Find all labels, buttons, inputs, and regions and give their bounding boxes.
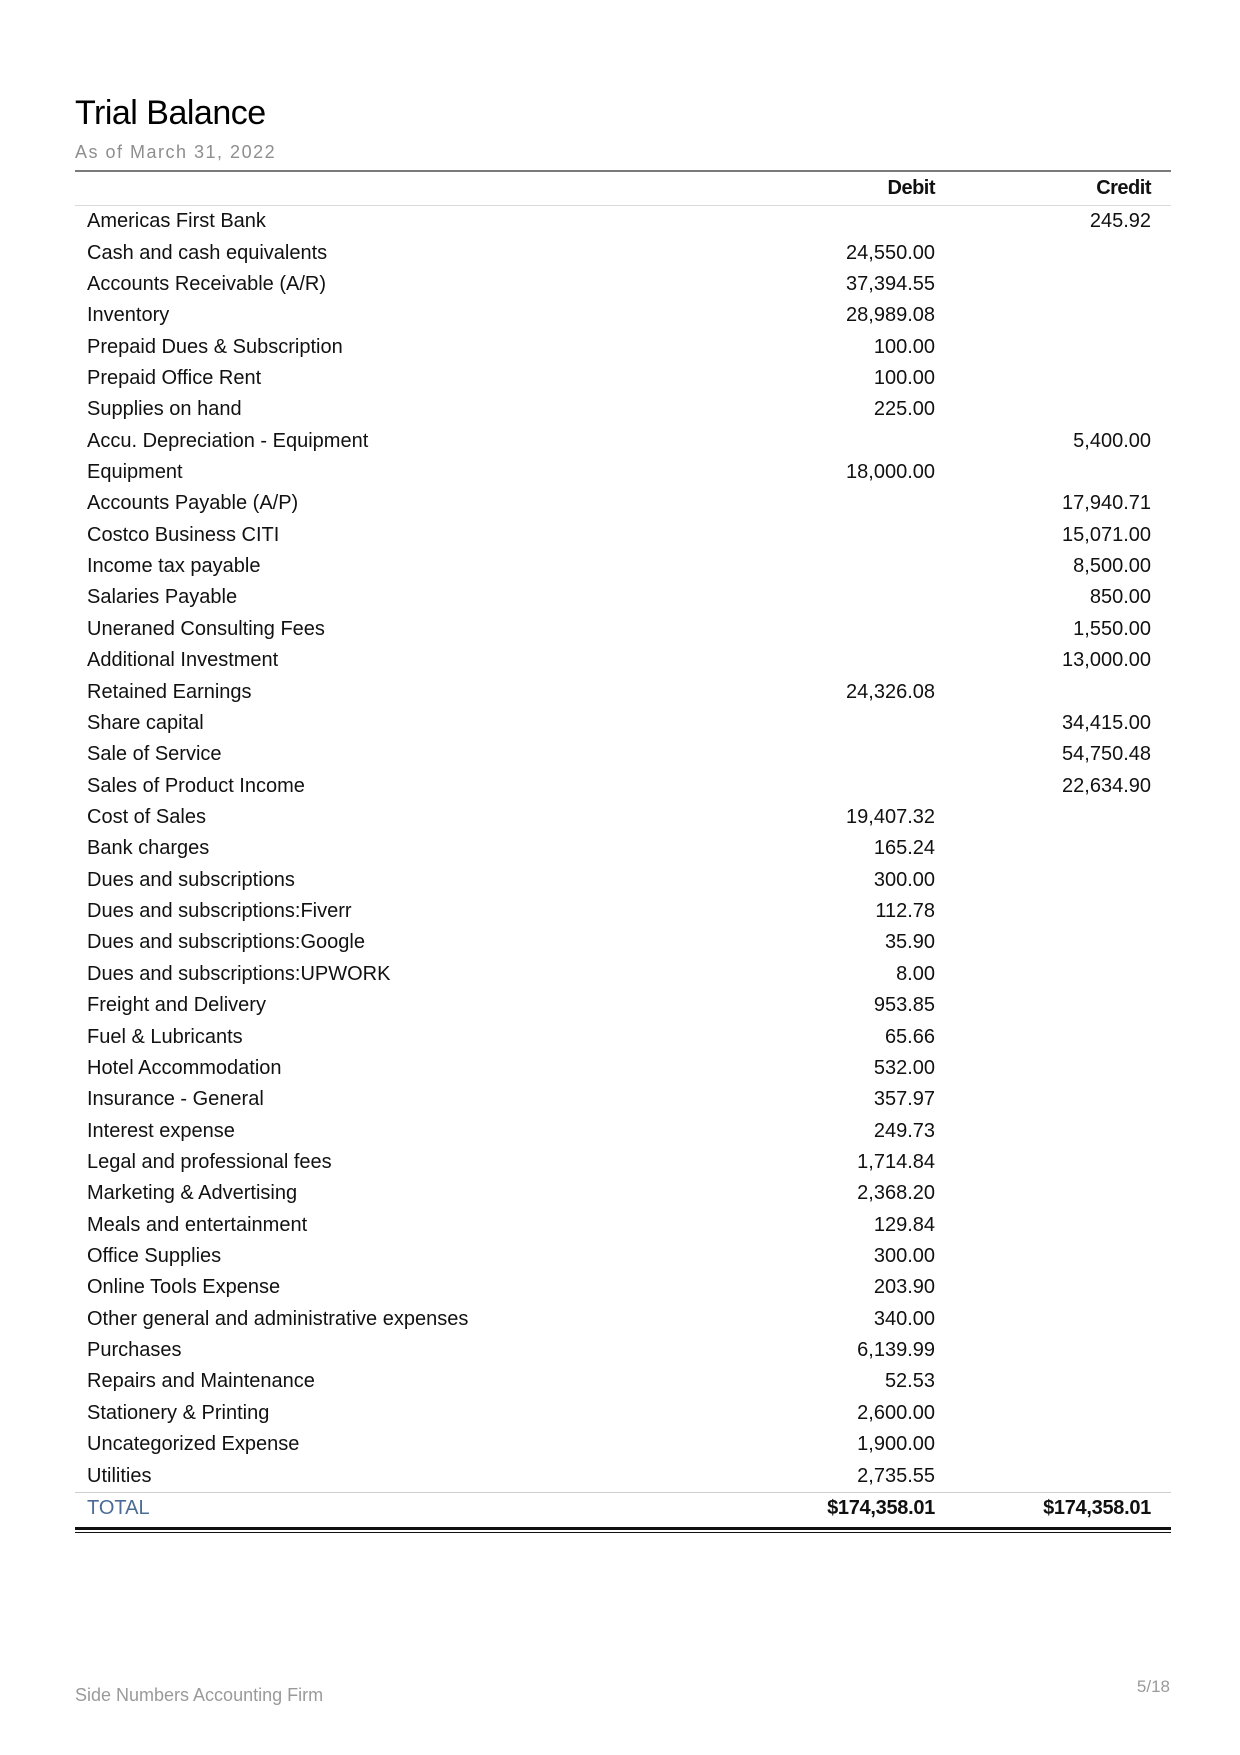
double-underline — [75, 1527, 1171, 1533]
report-date: As of March 31, 2022 — [75, 142, 277, 162]
trial-balance-table — [75, 170, 1171, 1533]
table-row — [75, 1304, 1171, 1335]
total-label: TOTAL — [87, 1497, 150, 1520]
account-name: Insurance - General — [87, 1088, 264, 1111]
credit-amount: 22,634.90 — [1062, 774, 1151, 797]
account-name: Purchases — [87, 1339, 182, 1362]
table-row — [75, 645, 1171, 676]
debit-amount: 2,368.20 — [857, 1182, 935, 1205]
table-row — [75, 1366, 1171, 1397]
account-name: Bank charges — [87, 837, 210, 860]
account-name: Dues and subscriptions:Fiverr — [87, 900, 352, 923]
table-row — [75, 457, 1171, 488]
debit-amount: 6,139.99 — [857, 1339, 935, 1362]
account-name: Accounts Receivable (A/R) — [87, 272, 326, 295]
account-name: Hotel Accommodation — [87, 1056, 282, 1079]
debit-amount: 1,714.84 — [857, 1150, 935, 1173]
account-name: Utilities — [87, 1464, 152, 1487]
account-name: Share capital — [87, 711, 204, 734]
table-row — [75, 363, 1171, 394]
credit-amount: 5,400.00 — [1073, 429, 1151, 452]
debit-amount: 28,989.08 — [846, 304, 935, 327]
debit-amount: 18,000.00 — [846, 461, 935, 484]
table-row — [75, 582, 1171, 613]
account-name: Legal and professional fees — [87, 1150, 332, 1173]
credit-amount: 13,000.00 — [1062, 649, 1151, 672]
account-name: Supplies on hand — [87, 398, 242, 421]
debit-amount: 37,394.55 — [846, 272, 935, 295]
page-number: 5/18 — [1136, 1677, 1170, 1696]
table-row — [75, 1335, 1171, 1366]
account-name: Office Supplies — [87, 1245, 222, 1268]
debit-amount: 300.00 — [873, 1245, 935, 1268]
account-name: Dues and subscriptions:Google — [87, 931, 365, 954]
debit-amount: 52.53 — [884, 1370, 935, 1393]
account-name: Cash and cash equivalents — [87, 241, 328, 264]
table-row — [75, 614, 1171, 645]
credit-amount: 17,940.71 — [1062, 492, 1151, 515]
debit-amount: 24,326.08 — [846, 680, 935, 703]
table-row — [75, 833, 1171, 864]
account-name: Accounts Payable (A/P) — [87, 492, 299, 515]
table-row — [75, 1084, 1171, 1115]
account-name: Other general and administrative expenses — [87, 1307, 469, 1330]
account-name: Meals and entertainment — [87, 1213, 308, 1236]
table-row — [75, 802, 1171, 833]
total-debit: $174,358.01 — [827, 1497, 935, 1520]
debit-amount: 953.85 — [873, 994, 935, 1017]
account-name: Marketing & Advertising — [87, 1182, 298, 1205]
debit-amount: 100.00 — [873, 335, 935, 358]
debit-amount: 532.00 — [873, 1056, 935, 1079]
debit-amount: 249.73 — [873, 1119, 935, 1142]
table-row — [75, 1460, 1171, 1491]
table-row — [75, 770, 1171, 801]
account-name: Uncategorized Expense — [87, 1433, 300, 1456]
debit-amount: 35.90 — [884, 931, 935, 954]
account-name: Online Tools Expense — [87, 1276, 281, 1299]
table-row — [75, 959, 1171, 990]
account-name: Equipment — [87, 461, 183, 484]
table-row — [75, 551, 1171, 582]
account-name: Salaries Payable — [87, 586, 238, 609]
account-name: Prepaid Office Rent — [87, 366, 262, 389]
table-row — [75, 865, 1171, 896]
credit-amount: 54,750.48 — [1062, 743, 1151, 766]
table-row — [75, 990, 1171, 1021]
table-row — [75, 1210, 1171, 1241]
debit-amount: 2,735.55 — [857, 1464, 935, 1487]
table-row — [75, 488, 1171, 519]
table-row — [75, 426, 1171, 457]
footer-firm-name: Side Numbers Accounting Firm — [75, 1685, 324, 1705]
debit-amount: 24,550.00 — [846, 241, 935, 264]
account-name: Freight and Delivery — [87, 994, 266, 1017]
credit-amount: 34,415.00 — [1062, 711, 1151, 734]
table-body — [75, 206, 1171, 1492]
debit-amount: 129.84 — [873, 1213, 935, 1236]
debit-amount: 340.00 — [873, 1307, 935, 1330]
account-name: Americas First Bank — [87, 210, 266, 233]
table-row — [75, 1147, 1171, 1178]
table-row — [75, 708, 1171, 739]
table-row — [75, 1241, 1171, 1272]
credit-amount: 245.92 — [1089, 210, 1151, 233]
debit-amount: 112.78 — [875, 900, 935, 923]
table-row — [75, 269, 1171, 300]
table-row — [75, 237, 1171, 268]
account-name: Stationery & Printing — [87, 1401, 270, 1424]
debit-amount: 203.90 — [873, 1276, 935, 1299]
table-row — [75, 739, 1171, 770]
table-row — [75, 676, 1171, 707]
account-name: Additional Investment — [87, 649, 279, 672]
account-name: Sales of Product Income — [87, 774, 305, 797]
total-credit: $174,358.01 — [1043, 1497, 1151, 1520]
table-row — [75, 927, 1171, 958]
table-row — [75, 206, 1171, 237]
table-row — [75, 1272, 1171, 1303]
account-name: Repairs and Maintenance — [87, 1370, 315, 1393]
debit-amount: 357.97 — [873, 1088, 935, 1111]
table-row — [75, 1053, 1171, 1084]
report-title: Trial Balance — [75, 94, 266, 132]
account-name: Income tax payable — [87, 555, 261, 578]
account-name: Dues and subscriptions:UPWORK — [87, 962, 391, 985]
table-row — [75, 520, 1171, 551]
account-name: Dues and subscriptions — [87, 868, 295, 891]
account-name: Prepaid Dues & Subscription — [87, 335, 343, 358]
account-name: Costco Business CITI — [87, 523, 280, 546]
account-name: Sale of Service — [87, 743, 222, 766]
debit-amount: 165.24 — [873, 837, 935, 860]
table-row — [75, 1021, 1171, 1052]
debit-column-header: Debit — [887, 177, 935, 199]
debit-amount: 300.00 — [873, 868, 935, 891]
credit-amount: 8,500.00 — [1073, 555, 1151, 578]
total-row — [75, 1492, 1171, 1525]
credit-amount: 850.00 — [1089, 586, 1151, 609]
debit-amount: 2,600.00 — [857, 1401, 935, 1424]
debit-amount: 225.00 — [873, 398, 935, 421]
credit-amount: 1,550.00 — [1073, 617, 1151, 640]
table-row — [75, 1178, 1171, 1209]
debit-amount: 65.66 — [884, 1025, 935, 1048]
table-row — [75, 300, 1171, 331]
debit-amount: 8.00 — [896, 962, 935, 985]
debit-amount: 19,407.32 — [846, 806, 935, 828]
table-row — [75, 1398, 1171, 1429]
table-row — [75, 1115, 1171, 1146]
account-name: Accu. Depreciation - Equipment — [87, 429, 369, 452]
credit-column-header: Credit — [1096, 177, 1151, 199]
debit-amount: 100.00 — [873, 366, 935, 389]
account-name: Uneraned Consulting Fees — [87, 617, 325, 640]
account-name: Fuel & Lubricants — [87, 1025, 243, 1048]
credit-amount: 15,071.00 — [1062, 523, 1151, 546]
account-name: Retained Earnings — [87, 680, 252, 703]
table-row — [75, 1429, 1171, 1460]
table-header — [75, 172, 1171, 206]
table-row — [75, 331, 1171, 362]
table-row — [75, 394, 1171, 425]
debit-amount: 1,900.00 — [857, 1433, 935, 1456]
account-name: Inventory — [87, 304, 170, 327]
account-name: Interest expense — [87, 1119, 235, 1142]
account-name: Cost of Sales — [87, 806, 206, 828]
table-row — [75, 896, 1171, 927]
